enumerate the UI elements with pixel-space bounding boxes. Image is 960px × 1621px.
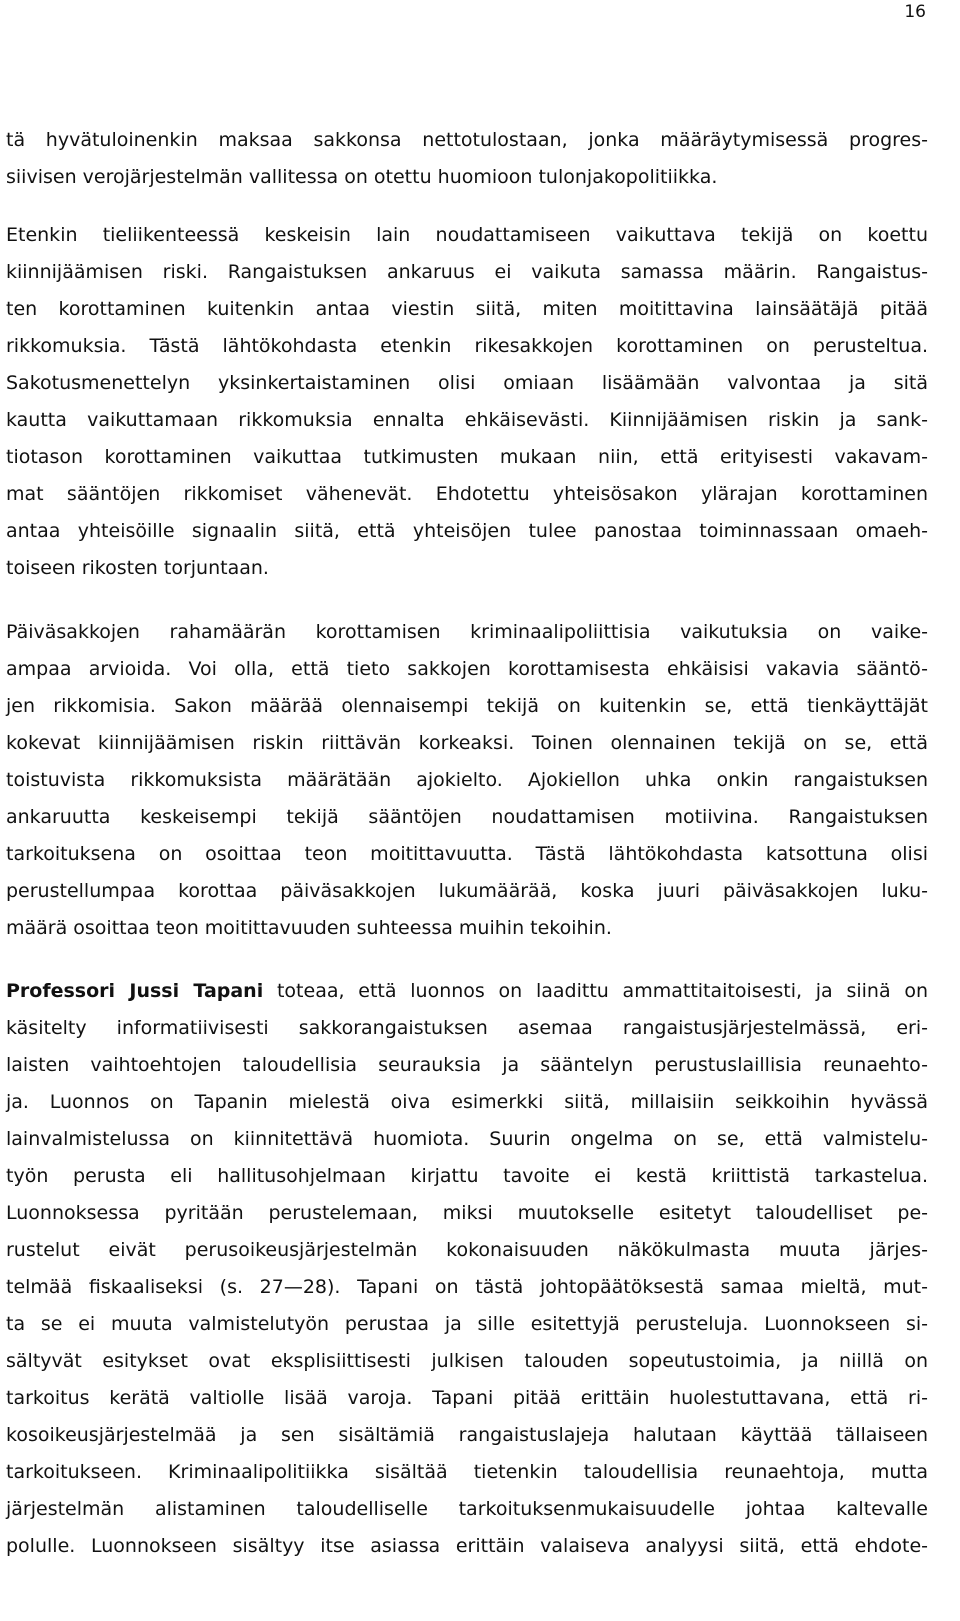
text-line: ja. Luonnos on Tapanin mielestä oiva esimerkki siitä, millaisiin seikkoihin hyvässä (6, 1091, 928, 1113)
paragraph-3 (6, 614, 928, 947)
text-line: tarkoituksena on osoittaa teon moitittavuutta. Tästä lähtökohdasta katsottuna olisi (6, 843, 928, 865)
text-line: kokevat kiinnijäämisen riskin riittävän korkeaksi. Toinen olennainen tekijä on se, että (6, 732, 928, 754)
text-line: tarkoitukseen. Kriminaalipolitiikka sisältää tietenkin taloudellisia reunaehtoja, mutta (6, 1461, 928, 1483)
text-line: tä hyvätuloinenkin maksaa sakkonsa nettotulostaan, jonka määräytymisessä progres- (6, 129, 928, 151)
text-line: kautta vaikuttamaan rikkomuksia ennalta ehkäisevästi. Kiinnijäämisen riskin ja sank- (6, 409, 928, 431)
text-line: tiotason korottaminen vaikuttaa tutkimusten mukaan niin, että erityisesti vakavam- (6, 446, 928, 468)
text-line: telmää fiskaaliseksi (s. 27—28). Tapani on tästä johtopäätöksestä samaa mieltä, mut- (6, 1276, 928, 1298)
text-line: toistuvista rikkomuksista määrätään ajokielto. Ajokiellon uhka onkin rangaistuksen (6, 769, 928, 791)
text-line: Sakotusmenettelyn yksinkertaistaminen olisi omiaan lisäämään valvontaa ja sitä (6, 372, 928, 394)
text-line: ankaruutta keskeisempi tekijä sääntöjen noudattamisen motiivina. Rangaistuksen (6, 806, 928, 828)
text-line: jen rikkomisia. Sakon määrää olennaisempi tekijä on kuitenkin se, että tienkäyttäjät (6, 695, 928, 717)
text-line: laisten vaihtoehtojen taloudellisia seurauksia ja sääntelyn perustuslaillisia reunaehto- (6, 1054, 928, 1076)
text-line: rustelut eivät perusoikeusjärjestelmän kokonaisuuden näkökulmasta muuta järjes- (6, 1239, 928, 1261)
text-line: Päiväsakkojen rahamäärän korottamisen kriminaalipoliittisia vaikutuksia on vaike- (6, 621, 928, 643)
text-line: siivisen verojärjestelmän vallitessa on otettu huomioon tulonjakopolitiikka. (6, 166, 718, 188)
text-line-rest: toteaa, että luonnos on laadittu ammattitaitoisesti, ja siinä on (263, 980, 928, 1002)
text-line: Etenkin tieliikenteessä keskeisin lain noudattamiseen vaikuttava tekijä on koettu (6, 224, 928, 246)
person-name: Professori Jussi Tapani (6, 980, 264, 1002)
text-line: ampaa arvioida. Voi olla, että tieto sakkojen korottamisesta ehkäisisi vakavia sääntö- (6, 658, 928, 680)
text-line: kiinnijäämisen riski. Rangaistuksen ankaruus ei vaikuta samassa määrin. Rangaistus- (6, 261, 928, 283)
text-line: työn perusta eli hallitusohjelmaan kirjattu tavoite ei kestä kriittistä tarkastelua. (6, 1165, 928, 1187)
text-line: määrä osoittaa teon moitittavuuden suhteessa muihin tekoihin. (6, 917, 612, 939)
text-line: Luonnoksessa pyritään perustelemaan, miksi muutokselle esitetyt taloudelliset pe- (6, 1202, 928, 1224)
text-line: perustellumpaa korottaa päiväsakkojen lukumäärää, koska juuri päiväsakkojen luku- (6, 880, 928, 902)
text-line (6, 973, 928, 1010)
text-line: rikkomuksia. Tästä lähtökohdasta etenkin rikesakkojen korottaminen on perusteltua. (6, 335, 928, 357)
text-line: polulle. Luonnokseen sisältyy itse asiassa erittäin valaiseva analyysi siitä, että ehdote- (6, 1535, 928, 1557)
text-line: käsitelty informatiivisesti sakkorangaistuksen asemaa rangaistusjärjestelmässä, eri- (6, 1017, 928, 1039)
text-line: lainvalmistelussa on kiinnitettävä huomiota. Suurin ongelma on se, että valmistelu- (6, 1128, 928, 1150)
text-line: kosoikeusjärjestelmää ja sen sisältämiä rangaistuslajeja halutaan käyttää tällaiseen (6, 1424, 928, 1446)
text-line: toiseen rikosten torjuntaan. (6, 557, 269, 579)
text-line: tarkoitus kerätä valtiolle lisää varoja. Tapani pitää erittäin huolestuttavana, että ri- (6, 1387, 928, 1409)
paragraph-1 (6, 122, 928, 196)
paragraph-2 (6, 217, 928, 587)
paragraph-4 (6, 973, 928, 1565)
page-number: 16 (904, 2, 926, 22)
text-line: sältyvät esitykset ovat eksplisiittisesti julkisen talouden sopeutustoimia, ja niillä on (6, 1350, 928, 1372)
text-line: antaa yhteisöille signaalin siitä, että yhteisöjen tulee panostaa toiminnassaan omaeh- (6, 520, 928, 542)
text-line: järjestelmän alistaminen taloudelliselle tarkoituksenmukaisuudelle johtaa kaltevalle (6, 1498, 928, 1520)
text-line: ta se ei muuta valmistelutyön perustaa ja sille esitettyjä perusteluja. Luonnokseen si- (6, 1313, 928, 1335)
text-line: ten korottaminen kuitenkin antaa viestin siitä, miten moitittavina lainsäätäjä pitää (6, 298, 928, 320)
text-line: mat sääntöjen rikkomiset vähenevät. Ehdotettu yhteisösakon ylärajan korottaminen (6, 483, 928, 505)
